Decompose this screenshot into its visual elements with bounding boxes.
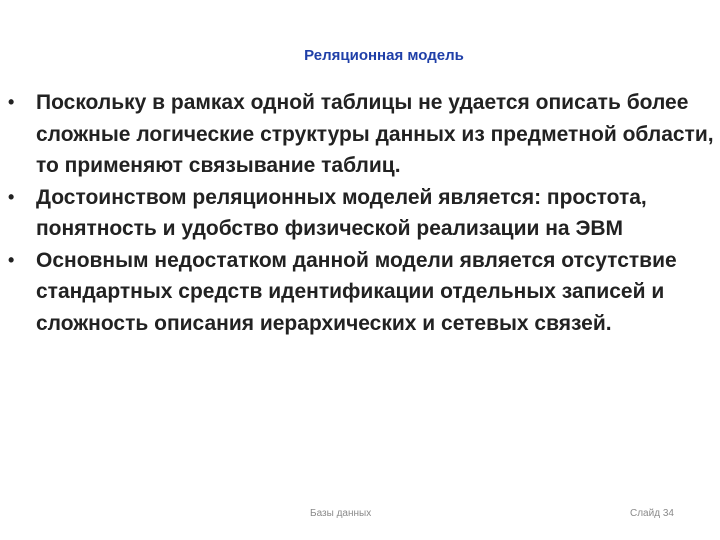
- bullet-text: Основным недостатком данной модели является отсутствие стандартных средств идентификации отдельных записей и сложность описания иерархических и сетевых связей.: [36, 248, 677, 335]
- bullet-item: [8, 245, 714, 340]
- bullet-dot-icon: •: [8, 249, 15, 270]
- bullet-text: Достоинством реляционных моделей является: простота, понятность и удобство физической реализации на ЭВМ: [36, 185, 647, 240]
- bullet-text: Поскольку в рамках одной таблицы не удается описать более сложные логические структуры данных из предметной области, то применяют связывание таблиц.: [36, 91, 714, 177]
- slide-title: Реляционная модель: [304, 47, 464, 64]
- bullet-item: [8, 182, 714, 245]
- bullet-list: [8, 87, 714, 339]
- bullet-item: [8, 87, 714, 182]
- bullet-dot-icon: •: [8, 92, 15, 112]
- footer-slide-number: Слайд 34: [630, 508, 674, 519]
- bullet-dot-icon: •: [8, 186, 15, 207]
- footer-course-title: Базы данных: [310, 508, 372, 519]
